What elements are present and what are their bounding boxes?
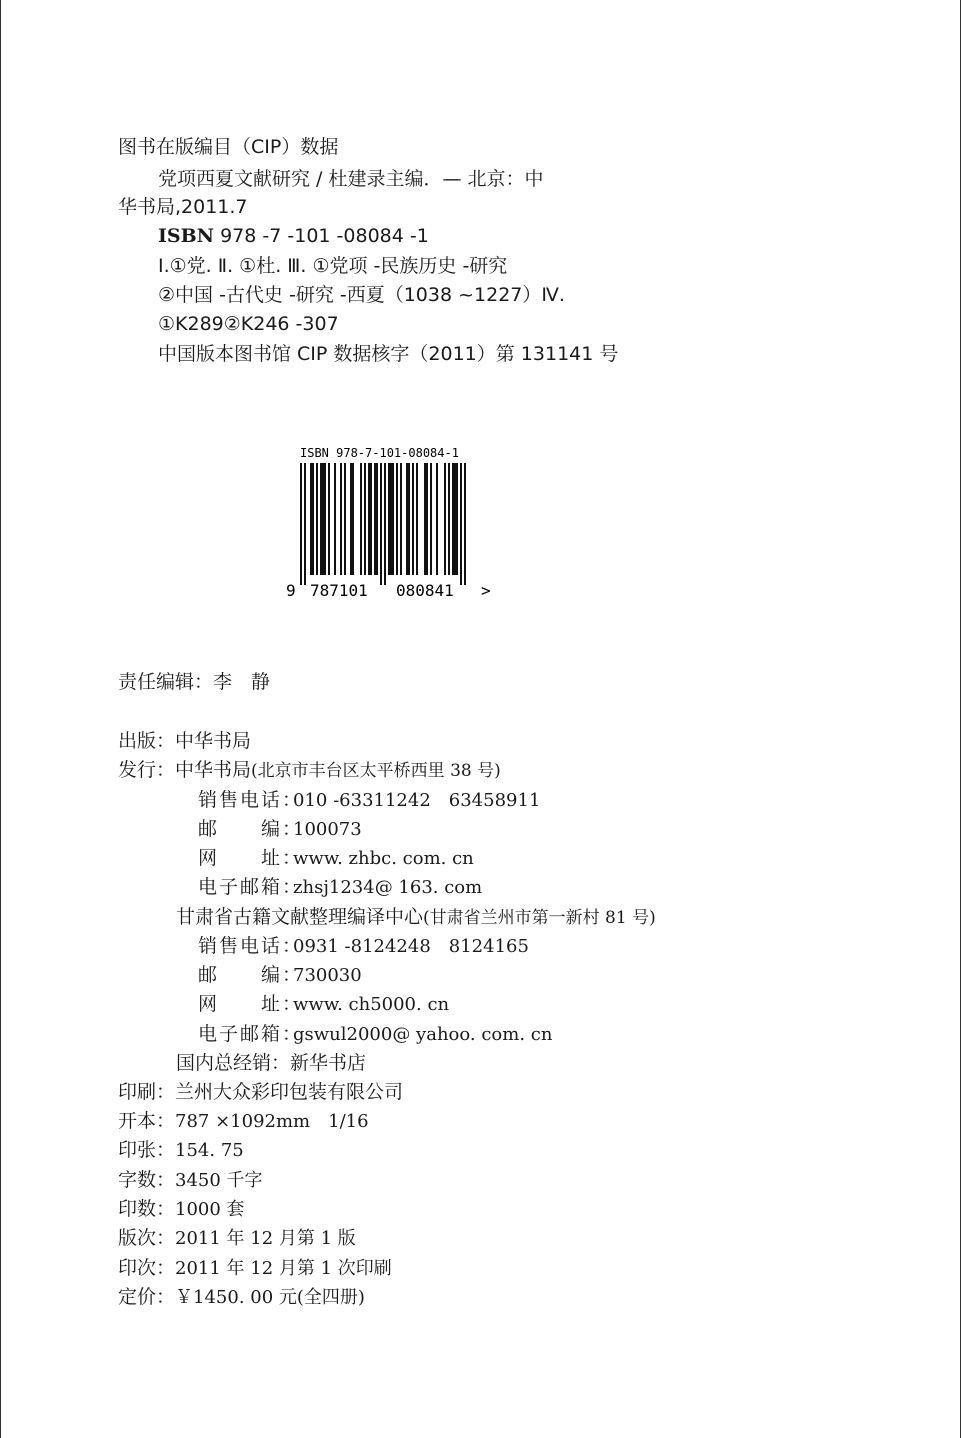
website-1: www. zhbc. com. cn: [293, 848, 474, 869]
distribute-label: 发行：: [118, 759, 176, 781]
postcode-2: 730030: [293, 965, 362, 986]
sales-tel-2-line: [198, 934, 529, 959]
website-1-line: [198, 846, 474, 871]
isbn-barcode: [286, 443, 498, 603]
email-2-line: [198, 1022, 552, 1047]
postcode-label-2: 邮 编：: [198, 964, 304, 986]
distributor-1-name: 中华书局: [175, 759, 252, 781]
barcode-bar: [334, 463, 336, 575]
email-label: 电子邮箱：: [198, 876, 304, 898]
sales-tel-2: 0931 -8124248 8124165: [293, 936, 529, 957]
barcode-lead-digit: 9: [286, 581, 296, 600]
distribute-line: [118, 758, 501, 783]
cip-subject-line-2: ②中国 -古代史 -研究 -西夏（1038 ~1227）Ⅳ.: [158, 284, 565, 306]
domestic-value: 新华书店: [290, 1052, 367, 1074]
spec-format: 开本：787 ×1092mm 1/16: [118, 1110, 369, 1132]
barcode-bar: [460, 463, 462, 585]
barcode-bar: [360, 463, 362, 575]
cip-header: 图书在版编目（CIP）数据: [118, 136, 339, 158]
cip-subject-line-1: Ⅰ.①党. Ⅱ. ①杜. Ⅲ. ①党项 -民族历史 -研究: [158, 255, 508, 277]
postcode-label: 邮 编：: [198, 818, 304, 840]
barcode-bar: [412, 463, 414, 575]
barcode-bar: [430, 463, 432, 575]
barcode-bar: [328, 463, 330, 575]
publish-label: 出版：: [118, 730, 176, 752]
publish-value: 中华书局: [175, 730, 252, 752]
barcode-left-digits: 787101: [310, 581, 368, 600]
barcode-bar: [374, 463, 378, 575]
domestic-distributor-line: [176, 1051, 366, 1075]
isbn-label: ISBN: [158, 225, 215, 247]
barcode-bar: [452, 463, 458, 575]
spec-edition: 版次：2011 年 12 月第 1 版: [118, 1227, 356, 1249]
spec-sheets: 印张：154. 75: [118, 1139, 244, 1161]
barcode-bar: [444, 463, 446, 575]
spec-printer: 印刷：兰州大众彩印包装有限公司: [118, 1081, 404, 1103]
isbn-value: 978 -7 -101 -08084 -1: [220, 225, 429, 247]
spec-printing: 印次：2011 年 12 月第 1 次印刷: [118, 1257, 392, 1279]
distributor-2-line: [176, 905, 656, 930]
distributor-1-address: (北京市丰台区太平桥西里 38 号): [251, 761, 501, 781]
postcode-1: 100073: [293, 819, 362, 840]
email-label-2: 电子邮箱：: [198, 1023, 304, 1045]
barcode-bar: [396, 463, 398, 575]
cip-publisher-line: 华书局,2011.7: [118, 196, 248, 218]
barcode-bar: [406, 463, 410, 575]
website-2: www. ch5000. cn: [293, 994, 450, 1015]
barcode-bar: [320, 463, 326, 575]
sales-tel-label-2: 销售电话：: [198, 935, 304, 957]
sales-tel-label: 销售电话：: [198, 789, 304, 811]
sales-tel-1-line: [198, 788, 540, 813]
publish-line: [118, 729, 251, 753]
barcode-bar: [400, 463, 402, 575]
editor-line: [118, 670, 270, 694]
spec-print-run: 印数：1000 套: [118, 1198, 245, 1220]
barcode-bar: [436, 463, 438, 575]
barcode-bar: [416, 463, 418, 575]
postcode-1-line: [198, 817, 362, 842]
barcode-bar: [448, 463, 450, 575]
email-2: gswul2000@ yahoo. com. cn: [293, 1024, 553, 1045]
barcode-end-mark: >: [481, 581, 491, 600]
cip-isbn-line: [158, 224, 429, 248]
barcode-bar: [316, 463, 318, 575]
email-1: zhsj1234@ 163. com: [293, 877, 483, 898]
postcode-2-line: [198, 963, 362, 988]
sales-tel-1: 010 -63311242 63458911: [293, 790, 541, 811]
barcode-top-text: ISBN 978-7-101-08084-1: [300, 446, 459, 460]
barcode-bar: [344, 463, 346, 575]
barcode-bar: [304, 463, 306, 585]
barcode-bar: [388, 463, 394, 575]
distributor-2-address: (甘肃省兰州市第一新村 81 号): [423, 908, 656, 928]
website-label: 网 址：: [198, 847, 304, 869]
barcode-bar: [368, 463, 372, 575]
editor-label: 责任编辑：: [118, 671, 214, 693]
barcode-bars: [300, 463, 466, 585]
barcode-bar: [464, 463, 466, 585]
barcode-bar: [350, 463, 354, 575]
barcode-right-digits: 080841: [396, 581, 454, 600]
email-1-line: [198, 875, 482, 900]
domestic-label: 国内总经销：: [176, 1052, 291, 1074]
editor-name: 李 静: [213, 671, 271, 693]
barcode-bar: [364, 463, 366, 575]
barcode-bar: [384, 463, 386, 585]
cip-class-line: ①K289②K246 -307: [158, 313, 339, 335]
barcode-bar: [340, 463, 342, 575]
barcode-bar: [380, 463, 382, 585]
spec-price: 定价：￥1450. 00 元(全四册): [118, 1286, 365, 1308]
barcode-bar: [424, 463, 428, 575]
barcode-bar: [300, 463, 302, 585]
website-label-2: 网 址：: [198, 993, 304, 1015]
cip-title-line: 党项西夏文献研究 / 杜建录主编．— 北京：中: [158, 168, 544, 190]
website-2-line: [198, 992, 449, 1017]
barcode-bar: [310, 463, 314, 575]
cip-record-line: 中国版本图书馆 CIP 数据核字（2011）第 131141 号: [158, 343, 619, 365]
spec-word-count: 字数：3450 千字: [118, 1169, 263, 1191]
distributor-2-name: 甘肃省古籍文献整理编译中心: [176, 906, 424, 928]
